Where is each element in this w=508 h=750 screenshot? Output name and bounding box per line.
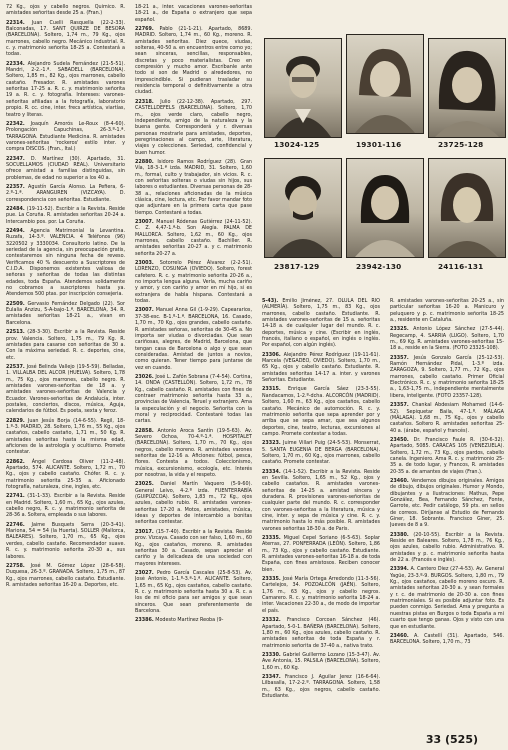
ad-reference-number: 23460. [390, 477, 409, 484]
ad-reference-number: 22342. [6, 120, 25, 127]
ad-reference-number: 23306. [262, 351, 281, 358]
classified-ad [6, 184, 125, 203]
classified-ad [262, 652, 380, 671]
classified-ad [6, 493, 125, 518]
ad-text: (14-1-52). Escribir a la Revista. Reside en Sevilla. Soltero, 1,65 m., 52 Kg., ojos y cabello castaños. R. amistades varones-señoritas de 14-25 a. amistad sincera y duradera. R. provisiones varones-señoritas de cualquier parte del mundo. R. c. corresponder con varones-señoritas a la literatura, música y cine, inter. y sepa de música y cine. R. c. y. matrimonio hasta lo más posible. R. amistades varones señoritas 18-30 a. de Paris. [262, 468, 380, 532]
classified-ad [6, 206, 125, 225]
classified-ad [135, 570, 252, 614]
ad-reference-number: 22347. [6, 155, 25, 162]
ad-text: A. Castellí (31). Apartado, 546. BARCELONA. Soltero, 1,70 m., 73 [390, 632, 504, 646]
photo-caption: 24116-131 [438, 262, 484, 271]
classified-ad [390, 326, 504, 351]
ad-text: Manuel Ródenas Gutiérrez (24-11-52). C. Z. 4,47-1.ª-b. Son Alegía. PALMA DE MALLORCA. Soltero, 1,62 m., 60 Kg., ojos marrones, cabello castaño. Bachiller. R. amistades señoritas 20-27 a. y c. matrimonio señorita 20-27 a. [135, 219, 252, 257]
ad-text: Agencia Matrimonial la Levantina. Ruzafa, 14-3.º. VALENCIA. 4 Teléfonos (96) 3220502 y 3330034. Consultorio latino. De la seriedad de la agencia, sin preocupación gratis, contestaremos sin ninguna fecha de reveso. Verificamos 40 % descuento a Suscriptores de C.I.D.A. Disponemos existentes valiosa de señoras y señoritas de todas las distintas edades, toda España. Atendemos solidamente no cobramos a suscriptores hasta ya. Atendemos 500 ptas. por inscripción consejeria. [6, 228, 125, 298]
ad-reference-number: 22862. [6, 458, 25, 465]
classified-ad [262, 298, 380, 349]
ad-text: Pablo (21-1-21). Apartado, 8689. MADRID. Soltero, 1,74 m., 60 Kg., moreno. R. amistades señoritas. Diez quece, viudas, solteras, 40-50 a. en encuentros entre como yo; sean sinceras, sencillas, responsables, discretas y poco materialistas. Creo en compresión y mucho amor. Escríbanle ante todo si son de Madrid o alrededores, no imprescindible. Si pudieran trasladar su residencia temporal o definitivamente a otra ciudad. [135, 26, 252, 96]
ad-text: Jesús Gonzalo García (25-12-53). Ramón Hernández Pidal, 1-3.º izda. ZARAGOZA, 9. Soltero, 1,77 m., 72 Kg., ojos marrones, cabello castaño. Primer Oficial Electrónico. R. c. y. matrimonio señorita 18-25 a., 1,63-1,75 m., independiente mentalmente libera, inteligente. (FOTO 23357-128). [390, 354, 504, 399]
ad-text: Francisco J. Aguilar Jerez (16-6-64). Lilbasalla, 17-2-2.º. TARRAGONA. Soltero, 1,58 m., 63 Kg., ojos negros, cabello castaño. Estudiante. [262, 673, 380, 699]
column-2 [135, 4, 252, 732]
ad-text: Vendemos dibujos originales. Amigos de dibujo, dibujos originales. Humor y Mondo, dibujantes y a Ilustraciones: Mathus, Pepe González, Bea, Fernando Sánchez, Fonte, Garrote, etc. Pedir catálogo, 59 pts. en sellos de correos. Diríjanse al Estudio de Fernando Giner, 18. Sobrante. Francisco Giner, 25. Jueves de 8 a 9. [390, 477, 504, 529]
classified-ad [135, 219, 252, 257]
ad-text: Julio (22-12-38). Apartado, 297. CASTELLDEFELS (BARCELONA). Soltero, 1,70 m., ojos verde claro, cabello negro, independiente, amigo de la naturaleza y la buena gente. Corresponderá y r. diversas personas mostrarle para amistades, deportes, peregrinaciones al campo, arte, literatura, viajes y colecciones. Seriedad, confidencial y buen humor. [135, 98, 252, 156]
ad-text: D. Martínez (30). Apartado, 31. SOCUELLAMOS (CIUDAD REAL). Universitario ofrece amistad a familias distinguidas, sin problemas, de edad no superior a los 40 a. [6, 155, 125, 181]
ad-reference-number: 22880. [135, 158, 154, 165]
classified-ad [6, 459, 125, 491]
ad-text: (15-7-40). Escribir a la Revista. Reside prov. Vizcaya. Casado con ser falso, 1,60 m., 60 Kg., ojos castaños, moreno. R. amistades señoritas 30 a. Casado, sepan apreciar el cariño y la delicadeza de una sociedad con mayores intereses. [135, 528, 252, 567]
classified-ad [390, 402, 504, 434]
classified-ad [6, 563, 125, 588]
ad-text: (20-10-55). Escribir a la Revista. Reside en Baleares. Soltero, 1,78 m., 76 Kg., ojos azules, cabello rubio. Administrativo. R. amistades y p. c. matrimonio señorita hasta de 22 a. (Francés e inglés). [390, 531, 504, 564]
ad-reference-number: 23026. [135, 373, 154, 380]
page-number: 33 (525) [425, 733, 478, 746]
ad-reference-number: 23007. [135, 307, 154, 314]
classified-ad [6, 418, 125, 456]
ad-text: Juan Cuelli Rasquella (22-2-33). Balconadas, 17. SANT QUIRZE DE BESORA (BARCELONA). Soltero, 1,74 m., 79 Kg., ojos marrones, cabello negro. Mecánico industrial. R. c. y. matrimonio señorita 18-25 a. Contestará a todas. [6, 19, 125, 58]
classified-ad [135, 159, 252, 216]
photo-caption: 23725-128 [438, 140, 484, 149]
photo-grid [262, 34, 506, 296]
classified-ad [135, 481, 252, 525]
ad-text: Emilio Jiménez, 27. OLULA DEL RÍO (ALMERÍA). Soltero, 1,75 m., 83 Kg., ojos marrones, cabello castaño. Estudiante. R. amistades varones-señoritas de 15 a. señoritas 14-18 a. de cualquier lugar del mundo. R. c. deportes, música y cine. (Escribir en inglés, francés, italiano o español, en inglés o inglés. Por español, con algún inglés). [262, 298, 380, 349]
portrait-photo [428, 158, 506, 258]
classified-ad [390, 355, 504, 399]
ad-reference-number: 23460. [390, 632, 409, 639]
ad-reference-number: 23323. [262, 440, 281, 447]
classified-ad [390, 478, 504, 529]
ad-reference-number: 22769. [135, 26, 154, 33]
ad-text: Isidoro Ramos Rodríguez (28). Gran Vía, 18-3-1.ª izda. MADRID, 31. Soltero, 1,60 m., formal, culto y trabajador, sin vicios. R. c. con señoritas solteras o viudas sin hijos, sus labores o estudiantes. Diversas personas de 28-38 a., relaciones aficionadas de la música clásica, cine, lectura, etc. Por favor mandar foto que adjuntare en la primera carta que pase tiempo. Contestaré a todas. [135, 158, 252, 216]
ad-text: Gervasio Fernández Delgado (22). Sor Eulalia Anzizu, 5-A-bajo-1.ª. BARCELONA, 34. R. amistades señoritas 18-21 a., vivan en Barcelona. [6, 300, 125, 326]
ad-text: José María Ortega Arredondo (11-3-56). Cartelejos, 34. POZOALCÓN (JAÉN). Soltero, 1,76 m., 63 Kg., ojos y cabello negros. Camarero. R. c. y. matrimonio señorita 18-24 a. inter. Vacaciones 22-30 a., de modo de importar el país. [262, 576, 380, 614]
ad-reference-number: 23335. [262, 535, 281, 542]
portrait-photo [346, 158, 424, 258]
ad-text: Jaime Busquets Serra (20-3-41). Mariona, 54 = 54 (la Huerta). SOLLER (Mallorca, BALEARES). Soltero, 1,70 m., 65 Kg., ojos verdes, cabello castaño. Recomendador suave. R. c. y. matrimonio señorita 20-30 a., sus labores. [6, 521, 125, 560]
classified-ad [6, 4, 125, 17]
classified-ad [390, 298, 504, 323]
classified-ad [6, 121, 125, 153]
ad-reference-number: 23450. [390, 436, 409, 443]
ad-text: R. amistades varones-señoritas 20-25 a., sin particular señoritas 16-20 a. Manicuro y peluquero y p. c. matrimonio señorita 18-25 a., residente en Cataluña. [390, 298, 504, 324]
ad-reference-number: 23007. [135, 219, 154, 225]
column-1 [6, 4, 125, 732]
column-3 [262, 298, 380, 732]
ad-reference-number: 22318. [135, 98, 154, 105]
classified-ad [135, 4, 252, 23]
ad-text: Modesto Martínez Reoba (9- [155, 617, 224, 624]
classified-ad [6, 20, 125, 58]
ad-reference-number: 23357. [390, 354, 409, 361]
ad-text: José L. Zafón Sobrana (7-4-54). Cortina, 14. ONDA (CASTELLÓN). Soltero, 1,72 m., 78 Kg., cabello castaño. R. amistades con fines de contraer matrimonio señorita hasta 33 a., provincias de Valencia, Teruel y extranjero. Ama la especulación y el negocio. Señorita con la moral y reciprocidad. Contestaré todas las cartas. [135, 373, 252, 425]
ad-reference-number: 23386. [135, 617, 154, 624]
classified-ad [135, 307, 252, 370]
ad-reference-number: 22484. [6, 205, 25, 212]
ad-text: Juan Jesús Borja (14-6-55). Regil, 18-1.º-3. MADRID, 28. Soltero, 1,76 m., 55 Kg., ojos castaños, cabello castaño, 1,71 m., 50 Kg. R. amistades señoritas hasta la misma edad, aficiones de la astrología y ocultismo. Promete contestar. [6, 417, 125, 456]
ad-text: Alejandro Pérez Rodríguez (19-11-61). Marcela (VEGADEO, OVIEDO). Soltero, 1,70 m., 65 Kg., ojos y cabello castaño. Estudiante. R. amistades señoritas 14-17 a. inter. y varones Señoritas. Estudiante. [262, 351, 380, 384]
ad-reference-number: 23003. [135, 260, 154, 267]
ad-text: Alejandro Sudela Fernández (21-5-51). Mandri, 2-2.-1.ª. SABADELL (BARCELONA). Soltero, 1,85 m., 82 Kg., ojos marrones, cabello castaño. Fresador. R. amistades varones señoritas 17-25 a. R. c. y. matrimonio señorita 19 a. R. c. y. fotografía. Intereses: varones-señoritas afiliadas a la fotografía, laboratorio propio. R. cc. cine, inter. frecs artística, viartías, teatro y literas. [6, 60, 125, 118]
ad-reference-number: 23380. [390, 531, 409, 538]
ad-text: 18-21 a., inter. vacaciones varones-señoritas 18-21 a., de España o extranjero que sepa español. [135, 4, 252, 23]
photo-caption: 19301-116 [356, 140, 402, 149]
ad-text: Gabriel Guillermo Lozano (15-3-47). Av. Ave Antonia, 15. PALSILA (BARCELONA). Soltero, 1,60 m., 60 Kg. [262, 651, 380, 671]
classified-ad [135, 374, 252, 425]
ad-reference-number: 22537. [6, 363, 25, 370]
ad-text: Manuel Anna Gil (1-9-29). Capeararios, 37-38-esc. B-1.º-1.ª. BARCELONA, 16. Casado, 1,70 m., 70 Kg., ojos grandes, cabello castaño. R. amistades señoras, señoritas de 30-45 a. No importa ser viudas o divorciadas. Que sean cariñosas, alegres, de Madrid, Barcelona, que tengan casa de Barcelona o algo y que sean consideradas. Amistad de juntos a novios, como quieran. Tener tiempo para juntarse de vez en cuando. [135, 307, 252, 371]
ad-reference-number: 22509. [6, 300, 25, 307]
ad-reference-number: 22314. [6, 19, 25, 26]
ad-reference-number: 23025. [135, 481, 154, 488]
ad-text: Antonio Aroca Santín (19-5-63). Av. Severo Ochoa, 70-4.º-1.ª. HOSPITALET (BARCELONA). Soltero, 1,70 m., 70 Kg., ojos negros, cabello moreno. R. amistades varones señoritas de 12-16 a. Aficiones: fútbol, pesca, flores. Contesta a todos. Coleccionismo, música, excursionismo, ecología, etc. Interés por nosotras, la vida y el respeto. [135, 427, 252, 479]
ad-text: Dr. Francisco Faule R. (30-6-32). Apartado, 5085. CARACAS 105 (VENEZUELA). Soltero, 1,72 m., 73 Kg., ojos pardos, cabello canela. Ingeniero. Ama R. c. y. matrimonio 25-35 a. de todo lugar, y Francos, R. amistades 20-35 a. de amantes de viajes (Fran.). [390, 436, 504, 475]
ad-text: (19-11-52). Escribir a la Revista. Reside pue. La Coruña. R. amistades señoritas 20-24 a. Intercambio pos. por. La Coruña. [6, 205, 125, 225]
classified-ad [262, 617, 380, 649]
portrait-photo [346, 34, 424, 134]
ad-text: Juime Villari Puig (24-5-53). Monserrat, 5. SANTA EUGENIA DE BERGA (BARCELONA). Soltero, 1,70 m., 60 Kg., ojos marrones, cabello castaño. Promete contestar. [262, 440, 380, 466]
ad-text: Joaquín Amorós Le-Roux (8-4-60). Prolongación Capuchinas, 26-3.º-1.ª. TARRAGONA. Estudiante Medicina. R. amistades varones-señoritas 'rockeros' estilo inter. y compra DISCOS. (Fran., Ital.) [6, 120, 125, 153]
classified-ad [6, 329, 125, 361]
ad-text: Ángel Cardosa Oliver (11-2-48). Apartado, 574. ALICANTE. Soltero, 1,72 m., 70 Kg., ojos y cabello castaño. Chófer. R. c. y. matrimonio señorita 25-35 a. Aficionado fotografía, naturaleza, cine, ingles, etc. [6, 458, 125, 491]
ad-text: José Belinda Vallejo (19-5-59). Belladas, 1. VILLALBA DEL ALCOR (HUELVA). Soltero, 1,78 m., 75 Kg., ojos marrones, cabello negro. R. amistades varones-señoritas de 18 a. y amistades varones-señoritas de Valencia y Ecuador. Varones-señoritas de Andalucía, inter. postales, conciertos, discos, música, Aguja, calendarios de fútbol. Es poeta, sexta y feroz. [6, 363, 125, 415]
classified-ad [6, 522, 125, 560]
classified-ad [6, 301, 125, 326]
ad-reference-number: 23357. [390, 402, 409, 409]
ad-reference-number: 23017. [135, 528, 154, 535]
column-4 [390, 298, 504, 732]
ad-text: José M. Gómez López (28-6-58). Duquesa, 26-3.º. GRANADA. Soltero, 1,75 m., 87 Kg., ojos marrones, cabello castaño. Estudiante. R. amistades señoritas 16-20 a. Deportes, etc. [6, 562, 125, 588]
ad-reference-number: 22858. [135, 427, 154, 434]
classified-ad [390, 566, 504, 629]
classified-ad [135, 617, 252, 623]
classified-ad [262, 440, 380, 465]
ad-reference-number: 22513. [6, 329, 25, 336]
classified-ad [6, 228, 125, 298]
classified-ad [6, 364, 125, 415]
classified-ad [390, 532, 504, 564]
classified-ad [6, 156, 125, 181]
ad-reference-number: 22494. [6, 228, 25, 234]
ad-reference-number: 22829. [6, 417, 25, 424]
classified-ad [135, 26, 252, 96]
classified-ad [262, 469, 380, 532]
ad-reference-number: 23335. [262, 576, 281, 583]
photo-caption: 23942-130 [356, 262, 402, 271]
ad-reference-number: 22334. [6, 60, 25, 67]
portrait-photo [264, 158, 342, 258]
ad-text: Agustín García Alonso. La Pefiera, 6-2.º-1.ª. ARANGUREN (VIZCAYA). D. correspondencia con señoritas. Estudiante. [6, 183, 125, 203]
photo-caption: 13024-125 [274, 140, 320, 149]
classified-ad [262, 674, 380, 699]
ad-text: Enrique García Sáez (23-3-55). Nandacamos, 1-2.º-dcha. ALCORCÓN (MADRID). Soltero, 1,60 m., 63 Kg., ojos castaños, cabello castaño. Mecánico de automoción. R. c. y. matrimonio señorita que sepa aprender por y arriba que se sepa amar, que sea algunos deportes, cine, teatro, lecturas, excursiones al campo. Promete contestar a todas. [262, 386, 380, 437]
ad-reference-number: 23330. [262, 651, 281, 658]
ad-text: Miguel Cepel Soriano (6-5-63). Soplar Aterras, 27. PONFERRADA (LEÓN). Soltero, 1,86 m., 73 Kg., ojos y cabello castaño. Estudiante. R. amistades varones-señoritas 16-18 a. de toda España, con fines amistosos. Reciben conocer bien. [262, 535, 380, 573]
ad-reference-number: 23325. [390, 326, 409, 333]
ad-text: (28-3-30). Escribir a la Revista. Reside prov. Valencia. Soltero, 1,75 m., 79 Kg. R. amistades para casarse con señoritas de 30 a. Con la máxima seriedad. R. c. deportes, cine, etc. [6, 329, 125, 361]
ad-text: Chankal Abdesiam Mohamed (14-6-52). Sepiquetar Baila, 47-1.º. MÁLAGA (MÁLAGA). 1,68 m., 75 Kg., ojos y cabello castaños. Soltero R. amistades señoritas 25-40 a. (árabe, español y francés). [390, 402, 504, 434]
classified-ad [6, 61, 125, 118]
ad-text: Sotorrelo Pérez Álvarez (2-2-51). LORENZO, COSUNGA (OVIEDO). Soltero, forest cafetero. R. c. y. matrimonio señorita 20-26 a., no importa lengua alguna. Verla, mucha cariño y amor, y con cariño y amor en mí hijo, si es extranjera de habla hispana. Contestará a todas. [135, 260, 252, 305]
classified-ad [135, 99, 252, 156]
ad-text: 72 Kg., ojos y cabello negros. Quimico. R. amistades señoritas desde 25 a. (Fran.) [6, 4, 125, 17]
ad-reference-number: 23315. [262, 386, 281, 393]
ad-reference-number: 22746. [6, 521, 25, 528]
classified-ad [135, 260, 252, 304]
portrait-photo [264, 38, 342, 138]
classified-ad [262, 535, 380, 573]
classified-ad [135, 428, 252, 479]
classified-ad [135, 529, 252, 567]
ad-reference-number: 22741. [6, 493, 25, 500]
ad-reference-number: 5-43). [262, 298, 279, 304]
classified-ad [262, 576, 380, 614]
ad-text: Antonio López Sánchez (27-5-44). Regecamp, 4. SARRIA (LUGO). Soltero, 1,70 m., 69 Kg. R. amistades varones-señoritas 15-18 a., reside en la Sierra. (FOTO 23325-108). [390, 326, 504, 352]
ad-text: Pedro García Cascales (25-8-53). Av. José Antonio, 1-1.º-3.ª-1.ª. ALICANTE. Soltero, 1,65 m., 65 Kg., ojos castaños, cabello castaño. R. c. y. matrimonio señorita hasta 30 a. R. c. a los de mi oficio para ser amigos y que sean sinceros. Que sean preferentemente de Barcelona. [135, 569, 252, 614]
ad-reference-number: 22357. [6, 183, 25, 190]
ad-reference-number: 23334. [262, 468, 281, 475]
ad-reference-number: 23332. [262, 617, 281, 624]
ad-reference-number: 23027. [135, 569, 154, 576]
ad-text: A. Cantero Diez (27-4-53). Av. General Yagüe, 23-3.º-9. BURGOS. Soltero, 1,80 m., 79 Kg., ojos castaños, cabello moreno oscuro. R. amistades señoritas 20-30 a. y sean formales y r. c. de matrimonio de 20-30 a. con fines matrimoniales. Si es posible adjuntar foto. Es pueden conmigo. Seriedad. Ama y pregunta a nuestras pistas en Burgos o toda España a mi cuarto que tengo ganas. Ojos y visto con una que en estudiante. [390, 566, 504, 630]
classified-ad [262, 386, 380, 437]
ad-text: (31-1-33). Escribir a la Revista. Reside en Madrid. Soltero, 1,60 m., 65 Kg., ojos azules, cabello negro, R. c. y. matrimonio señorita de 28-36 a. Soltera, empleada o sus labores. [6, 493, 125, 519]
portrait-photo [428, 38, 506, 138]
ad-reference-number: 23347. [262, 673, 281, 680]
classified-ad [390, 437, 504, 475]
classified-ad [390, 633, 504, 646]
ad-text: Francisco Corcoan Sánchez (46). Apartado, 5-0-1. BAÑERA (BARCELONA). Soltero, 1,80 m., 60 Kg., ojos azules, cabello castaño. R. amistades señoritas de toda España y r. matrimonio señorita de 37-40 a., nativa trato. [262, 617, 380, 649]
ad-reference-number: 23394. [390, 566, 409, 573]
classified-ad [262, 352, 380, 384]
ad-text: Daniel Martín Vaquero (5-9-60). General Leivo, 4-2.º izda. FUENTERRABÍA (GUIPÚZCOA). Soltero, 1,83 m., 72 Kg., ojos azules, cabello rubio. R. amistades varones-señoritas 17-20 a. Motos, amistades, música, ideas y deportes de intercambio a bonitas señoritas contestar. [135, 481, 252, 526]
ad-reference-number: 22758. [6, 562, 25, 569]
photo-caption: 23817-129 [274, 262, 320, 271]
